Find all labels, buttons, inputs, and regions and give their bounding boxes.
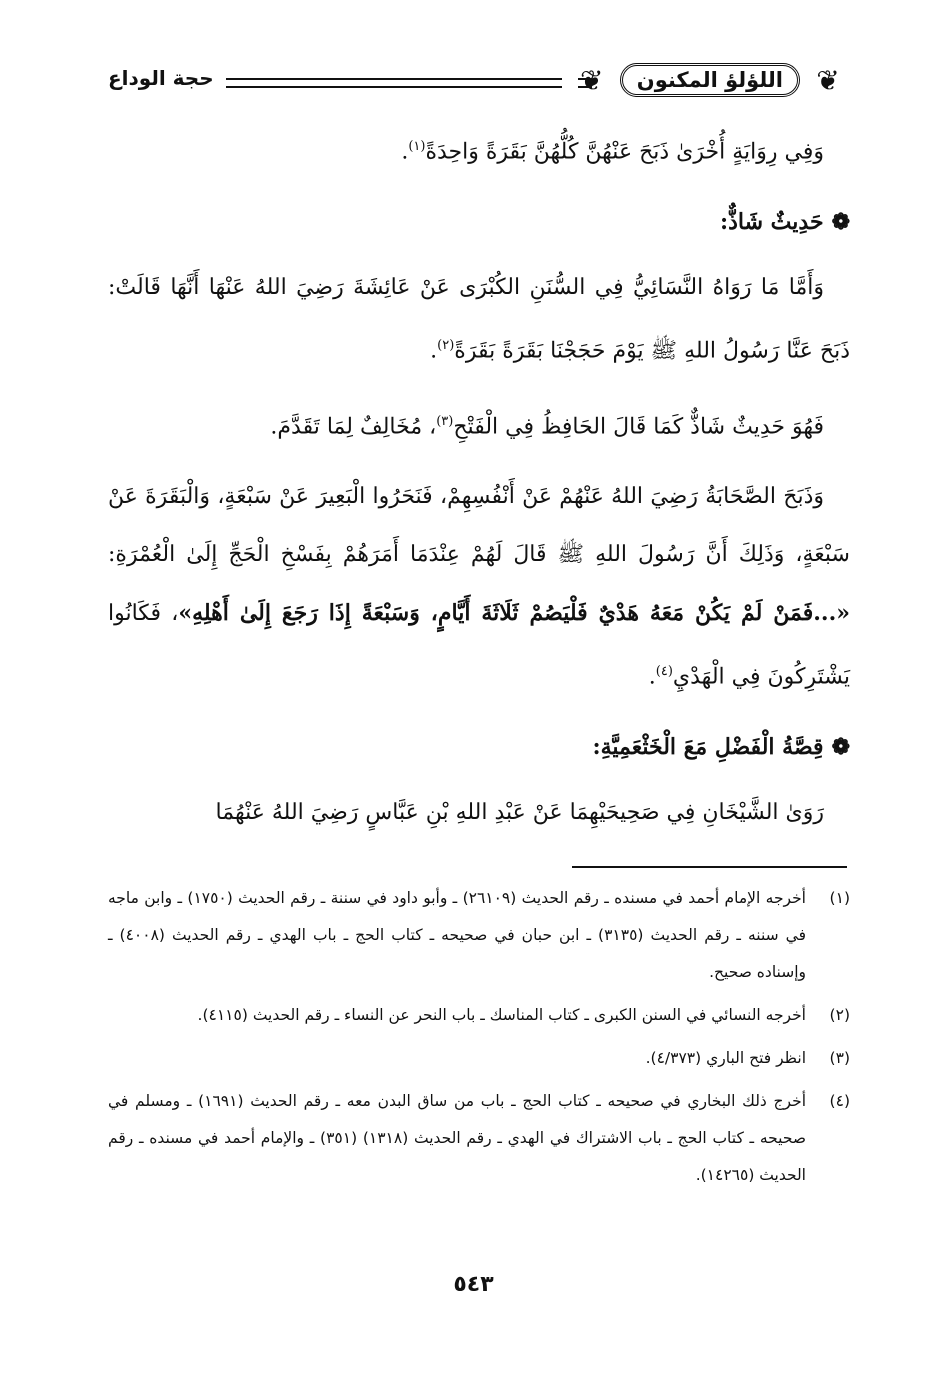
footnote-ref-2: (٢) bbox=[437, 338, 455, 354]
section-heading-2-text: قِصَّةُ الْفَضْلِ مَعَ الْخَثْعَمِيَّةِ: bbox=[592, 734, 824, 761]
footnote-number: (٤) bbox=[829, 1092, 850, 1110]
footnotes bbox=[108, 880, 850, 1200]
paragraph-1-text: وَفِي رِوَايَةٍ أُخْرَىٰ ذَبَحَ عَنْهُنَّ كُلُّهُنَّ بَقَرَةً وَاحِدَةً bbox=[425, 139, 824, 165]
footnote-ref-1: (١) bbox=[408, 139, 426, 154]
chapter-title: حجة الوداع bbox=[108, 66, 214, 90]
footnote-item bbox=[108, 1083, 850, 1194]
footnote-text: أخرج ذلك البخاري في صحيحه ـ كتاب الحج ـ باب من ساق البدن معه ـ رقم الحديث (١٦٩١) ـ ومسلم في صحيحه ـ كتاب الحج ـ باب الاشتراك في الهدي ـ رقم الحديث (١٣١٨) (٣٥١) ـ والإمام أحمد في مسنده ـ رقم الحديث (١٤٢٦٥). bbox=[108, 1092, 806, 1184]
footnote-item bbox=[108, 1040, 850, 1077]
paragraph-3-text: فَهُوَ حَدِيثٌ شَاذٌّ كَمَا قَالَ الحَافِظُ فِي الْفَتْحِ bbox=[453, 413, 824, 439]
paragraph-4-text: وَذَبَحَ الصَّحَابَةُ رَضِيَ اللهُ عَنْهُمْ عَنْ أَنْفُسِهِمْ، فَنَحَرُوا الْبَعِيرَ عَنْ سَبْعَةٍ، وَالْبَقَرَةَ عَنْ سَبْعَةٍ، وَذَلِكَ أَنَّ رَسُولَ اللهِ ﷺ قَالَ لَهُمْ عِنْدَمَا أَمَرَهُمْ بِفَسْخِ الْحَجِّ إِلَىٰ الْعُمْرَةِ: bbox=[108, 483, 850, 567]
header-rule-left bbox=[226, 78, 562, 88]
paragraph-2 bbox=[108, 259, 850, 380]
main-text bbox=[108, 118, 850, 854]
page-header bbox=[108, 56, 850, 106]
paragraph-3-end: ، مُخَالِفٌ لِمَا تَقَدَّمَ. bbox=[270, 413, 437, 439]
footnote-text: أخرجه الإمام أحمد في مسنده ـ رقم الحديث (٢٦١٠٩) ـ وأبو داود في سننة ـ رقم الحديث (١٧٥٠) ـ وابن ماجه في سننه ـ رقم الحديث (٣١٣٥) ـ ابن حبان في صحيحه ـ كتاب الحج ـ باب الهدي ـ رقم الحديث (٤٠٠٨) ـ وإسناده صحيح. bbox=[108, 889, 806, 981]
floral-ornament-icon: ❦ bbox=[580, 63, 604, 97]
paragraph-2-text: وَأَمَّا مَا رَوَاهُ النَّسَائِيُّ فِي السُّنَنِ الكُبْرَى عَنْ عَائِشَةَ رَضِيَ اللهُ عَنْهَا أَنَّهَا قَالَتْ: ذَبَحَ عَنَّا رَسُولُ اللهِ ﷺ يَوْمَ حَجَجْنَا بَقَرَةً بَقَرَةً bbox=[108, 275, 850, 364]
footnote-item bbox=[108, 997, 850, 1034]
footnote-number: (٣) bbox=[829, 1049, 850, 1067]
paragraph-2-end: . bbox=[430, 338, 438, 364]
paragraph-5-text: رَوَىٰ الشَّيْخَانِ فِي صَحِيحَيْهِمَا عَنْ عَبْدِ اللهِ بْنِ عَبَّاسٍ رَضِيَ اللهُ عَنْهُمَا bbox=[215, 800, 824, 826]
footnote-item bbox=[108, 880, 850, 991]
paragraph-5 bbox=[108, 784, 850, 842]
footnote-ref-4: (٤) bbox=[655, 663, 673, 679]
section-heading-2 bbox=[108, 718, 850, 776]
footnote-text: انظر فتح الباري (٤/٣٧٣). bbox=[645, 1049, 806, 1067]
paragraph-1 bbox=[108, 118, 850, 181]
footnote-text: أخرجه النسائي في السنن الكبرى ـ كتاب المناسك ـ باب النحر عن النساء ـ رقم الحديث (٤١١٥). bbox=[197, 1006, 806, 1024]
flower-bullet-icon: ❁ bbox=[831, 209, 850, 236]
footnote-number: (٢) bbox=[829, 1006, 850, 1024]
paragraph-3 bbox=[108, 393, 850, 456]
paragraph-4 bbox=[108, 468, 850, 706]
book-title-frame bbox=[570, 58, 850, 102]
paragraph-4-text-b: ، فَكَانُوا يَشْتَرِكُونَ فِي الْهَدْيِ bbox=[108, 600, 850, 690]
paragraph-4-end: . bbox=[648, 664, 656, 690]
paragraph-1-end: . bbox=[401, 139, 409, 165]
floral-ornament-icon: ❦ bbox=[816, 63, 840, 97]
footnote-number: (١) bbox=[829, 889, 850, 907]
section-heading-1-text: حَدِيثٌ شَاذٌّ: bbox=[719, 209, 824, 236]
book-title: اللؤلؤ المكنون bbox=[620, 63, 800, 97]
page-number: ٥٤٣ bbox=[453, 1272, 494, 1297]
footnote-divider bbox=[572, 866, 847, 868]
footnote-ref-3: (٣) bbox=[436, 413, 454, 429]
hadith-quote: «...فَمَنْ لَمْ يَكُنْ مَعَهُ هَدْيٌ فَلْيَصُمْ ثَلَاثَةَ أَيَّامٍ، وَسَبْعَةً إِذَا رَجَعَ إِلَىٰ أَهْلِهِ» bbox=[178, 599, 850, 626]
section-heading-1 bbox=[108, 193, 850, 251]
flower-bullet-icon: ❁ bbox=[831, 734, 850, 761]
